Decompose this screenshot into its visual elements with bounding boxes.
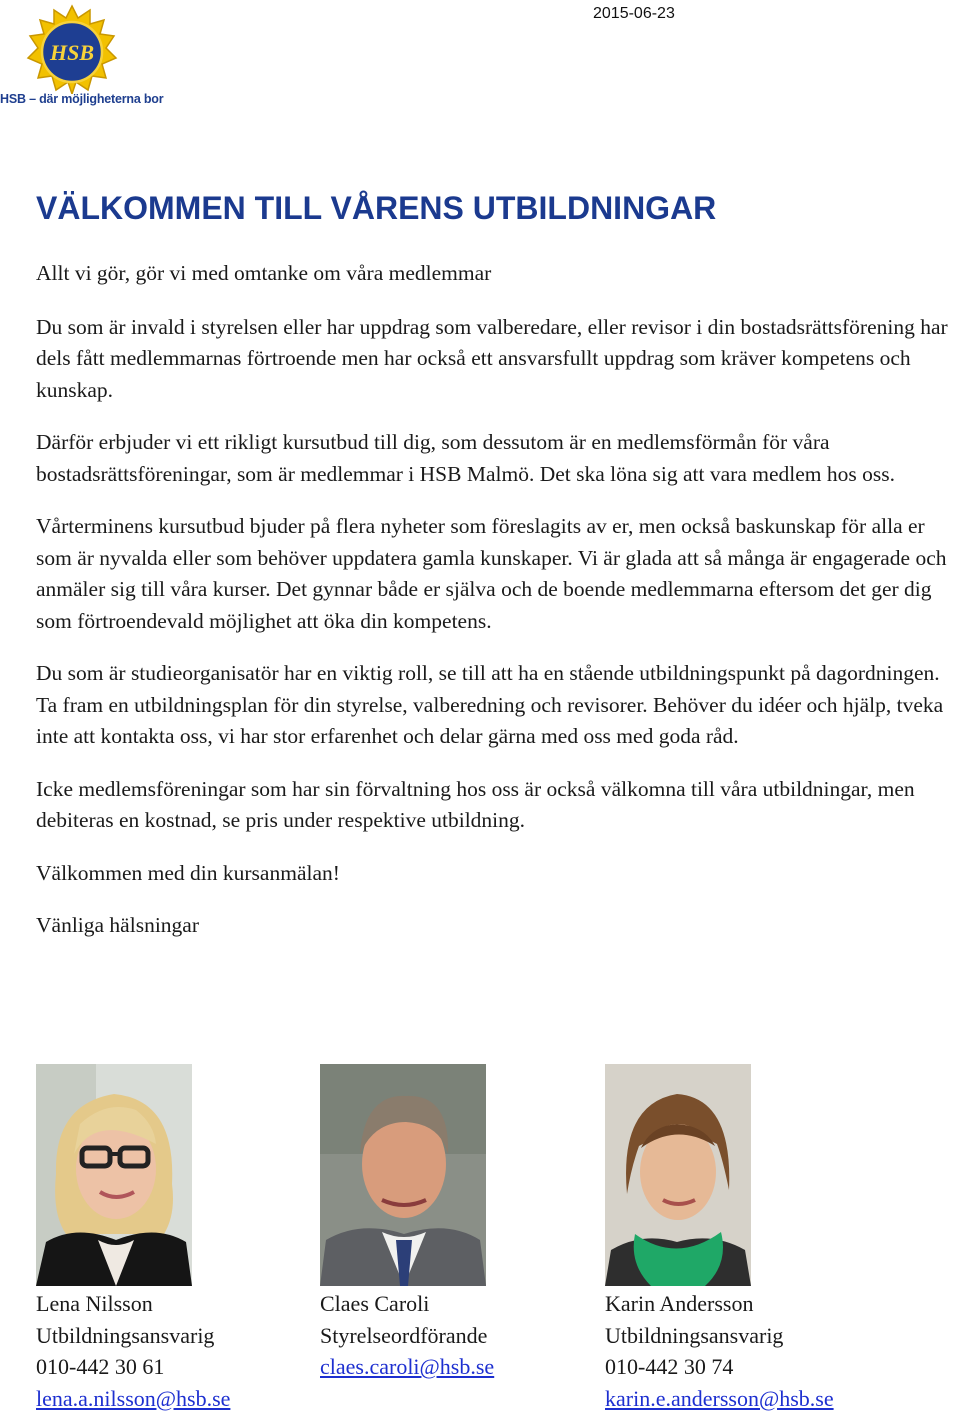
contact-email-link[interactable]: karin.e.andersson@hsb.se [605, 1385, 834, 1411]
logo-tagline: HSB – där möjligheterna bor [0, 92, 164, 106]
page-title: VÄLKOMMEN TILL VÅRENS UTBILDNINGAR [36, 190, 717, 226]
contact-card [605, 1064, 834, 1411]
contact-email-link[interactable]: claes.caroli@hsb.se [320, 1354, 495, 1379]
logo-text: HSB [49, 40, 95, 65]
contact-card [320, 1064, 495, 1379]
document-date: 2015-06-23 [593, 5, 675, 22]
paragraph: Du som är invald i styrelsen eller har uppdrag som valberedare, eller revisor i din bostadsrättsförening har dels fått medlemmarnas förtroende men har också ett ansvarsfullt uppdrag som kräver kompetens och kunskap. [36, 314, 948, 402]
paragraph: Du som är studieorganisatör har en viktig roll, se till att ha en stående utbildningspunkt på dagordningen. Ta fram en utbildningsplan för din styrelse, valberedning och revisorer. Behöver du idéer och hjälp, tveka inte att kontakta oss, vi har stor erfarenhet och delar gärna med oss med goda råd. [36, 661, 944, 748]
paragraph: Välkommen med din kursanmälan! [36, 860, 340, 885]
hsb-logo[interactable] [0, 0, 164, 110]
contact-photo [605, 1064, 751, 1286]
hsb-logo-icon [22, 2, 122, 94]
contact-name: Karin Andersson [605, 1291, 754, 1316]
contact-photo [320, 1064, 486, 1286]
contact-name: Claes Caroli [320, 1291, 430, 1316]
contact-email-link[interactable]: lena.a.nilsson@hsb.se [36, 1385, 231, 1411]
contact-role: Utbildningsansvarig [36, 1322, 215, 1348]
paragraph: Därför erbjuder vi ett rikligt kursutbud till dig, som dessutom är en medlemsförmån för våra bostadsrättsföreningar, som är medlemmar i HSB Malmö. Det ska löna sig att vara medlem hos oss. [36, 430, 895, 486]
contact-name: Lena Nilsson [36, 1291, 153, 1316]
paragraph: Allt vi gör, gör vi med omtanke om våra medlemmar [36, 261, 492, 285]
contact-photo [36, 1064, 192, 1286]
contact-phone: 010-442 30 61 [36, 1354, 165, 1379]
contact-role: Utbildningsansvarig [605, 1322, 784, 1348]
contact-role: Styrelseordförande [320, 1322, 488, 1348]
body-text [36, 258, 960, 963]
paragraph: Icke medlemsföreningar som har sin förvaltning hos oss är också välkomna till våra utbildningar, men debiteras en kostnad, se pris under respektive utbildning. [36, 776, 915, 832]
contact-card [36, 1064, 231, 1411]
contact-phone: 010-442 30 74 [605, 1354, 734, 1379]
paragraph: Vårterminens kursutbud bjuder på flera nyheter som föreslagits av er, men också baskunskap för alla er som är nyvalda eller som behöver uppdatera gamla kunskaper. Vi är glada att så många är engagerade och anmäler sig till våra kurser. Det gynnar både er själva och de boende medlemmarna eftersom det ger dig som förtroendevald möjlighet att öka din kompetens. [36, 514, 947, 633]
paragraph: Vänliga hälsningar [36, 913, 199, 937]
